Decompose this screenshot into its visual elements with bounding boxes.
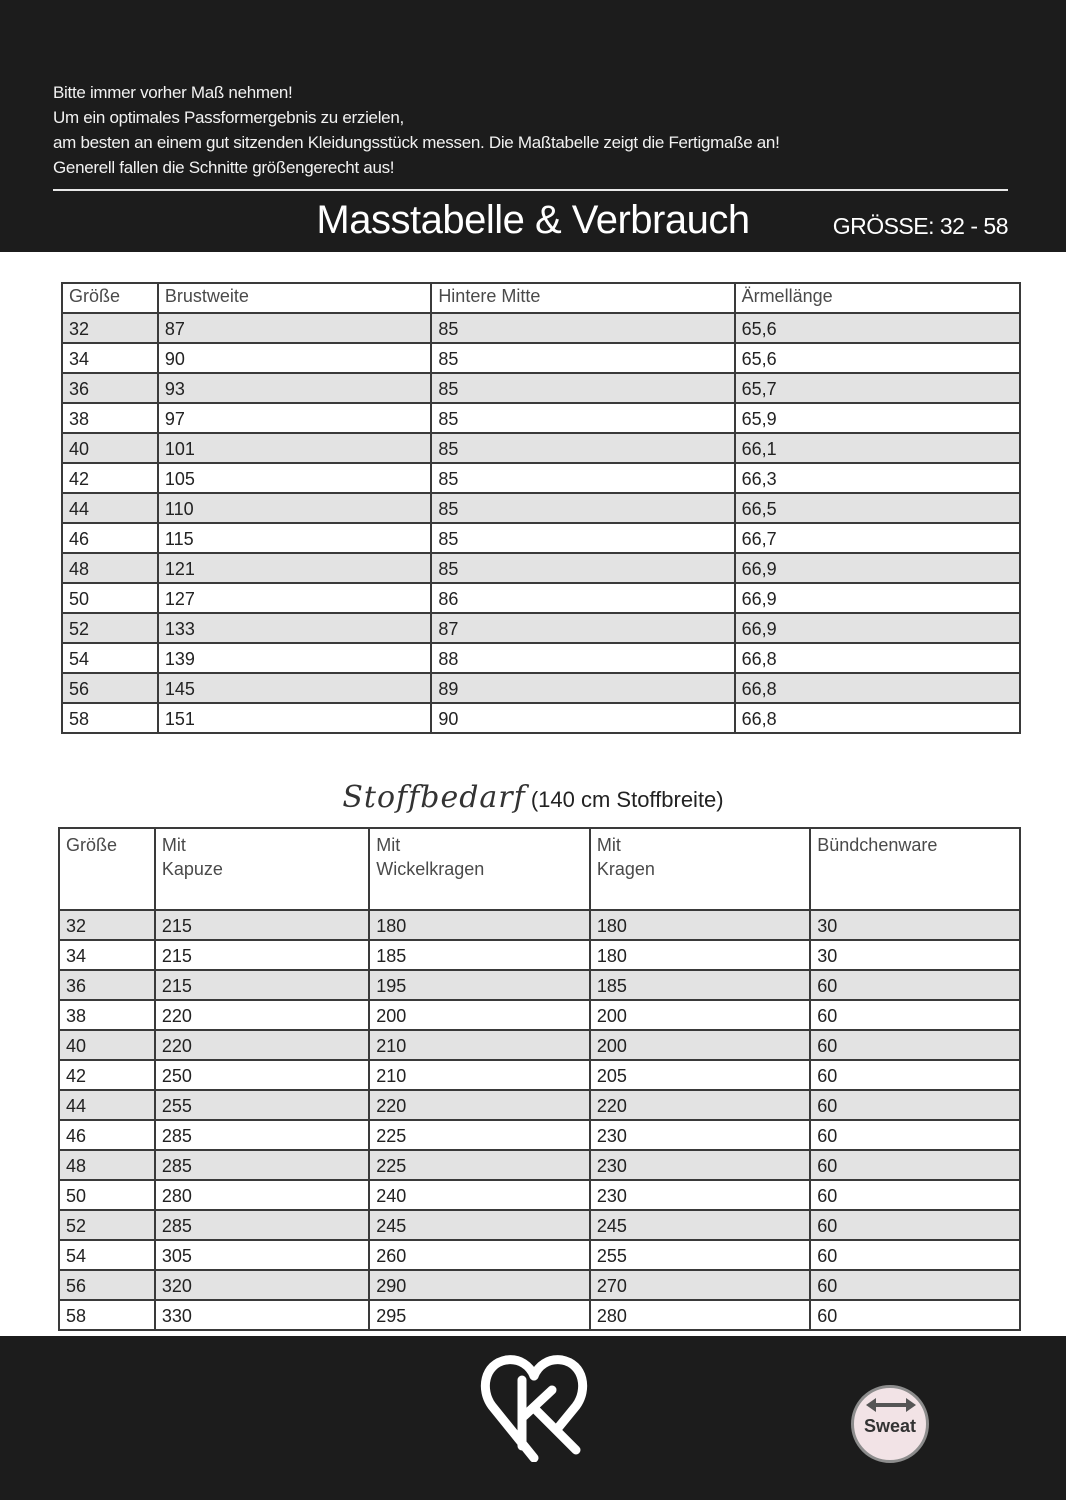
table-cell: 230 [590,1120,810,1150]
table-cell: 40 [62,433,158,463]
table-row [62,433,1020,463]
table-row [59,1150,1020,1180]
table-cell: 215 [155,910,369,940]
table-row [59,1120,1020,1150]
table-row [62,523,1020,553]
table-cell: 290 [369,1270,590,1300]
table-cell: 66,9 [735,553,1020,583]
table-cell: 46 [62,523,158,553]
table-cell: 36 [62,373,158,403]
table-cell: 65,7 [735,373,1020,403]
table-cell: 151 [158,703,431,733]
table-cell: 90 [431,703,734,733]
table-cell: 66,8 [735,673,1020,703]
intro-line: Bitte immer vorher Maß nehmen! [53,83,293,102]
table-cell: 285 [155,1120,369,1150]
column-header-line: Kragen [596,859,655,879]
table-row [62,463,1020,493]
table-cell: 220 [590,1090,810,1120]
sweat-fabric-badge [851,1385,929,1463]
table-cell: 66,1 [735,433,1020,463]
sweat-badge-label: Sweat [863,1416,917,1436]
intro-line: am besten an einem gut sitzenden Kleidungsstück messen. Die Maßtabelle zeigt die Fertigmaße an! [53,133,780,152]
column-header [590,828,810,910]
table-cell: 87 [158,313,431,343]
table-cell: 90 [158,343,431,373]
intro-line: Generell fallen die Schnitte größengerecht aus! [53,158,395,177]
table-row [59,1180,1020,1210]
table-cell: 145 [158,673,431,703]
column-header-line: Wickelkragen [376,859,485,879]
column-header [810,828,1020,910]
table-cell: 121 [158,553,431,583]
table-cell: 85 [431,403,734,433]
table-cell: 60 [810,1150,1020,1180]
table-cell: 180 [369,910,590,940]
table-cell: 85 [431,523,734,553]
table-row [62,373,1020,403]
table-cell: 97 [158,403,431,433]
column-header: Brustweite [158,283,431,313]
table-cell: 320 [155,1270,369,1300]
table-cell: 270 [590,1270,810,1300]
table-cell: 180 [590,910,810,940]
table-cell: 185 [590,970,810,1000]
table-cell: 285 [155,1210,369,1240]
fabric-requirement-table [58,827,1021,1331]
double-arrow-icon [866,1396,916,1414]
table-cell: 60 [810,1270,1020,1300]
table-cell: 105 [158,463,431,493]
table-cell: 50 [62,583,158,613]
table-cell: 85 [431,493,734,523]
table-cell: 255 [155,1090,369,1120]
table-cell: 215 [155,940,369,970]
table-cell: 66,7 [735,523,1020,553]
fabric-heading-script: Stoffbedarf [342,780,526,815]
table-row [62,493,1020,523]
table-cell: 60 [810,1060,1020,1090]
table-cell: 66,8 [735,643,1020,673]
table-cell: 54 [62,643,158,673]
table-row [59,1030,1020,1060]
table-cell: 30 [810,910,1020,940]
column-header-line: Mit [376,835,401,855]
table-cell: 200 [590,1030,810,1060]
table-cell: 330 [155,1300,369,1330]
table-row [62,343,1020,373]
header-band [0,0,1066,252]
table-row [59,940,1020,970]
table-cell: 85 [431,373,734,403]
table-cell: 60 [810,1000,1020,1030]
table-row [59,1300,1020,1330]
table-cell: 225 [369,1120,590,1150]
table-cell: 66,9 [735,583,1020,613]
table-cell: 65,9 [735,403,1020,433]
table-cell: 30 [810,940,1020,970]
column-header-line: Bündchenware [817,835,938,855]
table-row [62,583,1020,613]
table-cell: 305 [155,1240,369,1270]
table-cell: 85 [431,553,734,583]
size-range-label: GRÖSSE: 32 - 58 [832,213,1008,239]
table-cell: 38 [59,1000,155,1030]
table-row [59,1090,1020,1120]
table-row [59,970,1020,1000]
table-cell: 56 [59,1270,155,1300]
table-cell: 85 [431,433,734,463]
table-cell: 180 [590,940,810,970]
table-cell: 52 [59,1210,155,1240]
table-cell: 245 [590,1210,810,1240]
size-chart-table [61,282,1021,734]
table-cell: 66,3 [735,463,1020,493]
table-cell: 46 [59,1120,155,1150]
table-cell: 133 [158,613,431,643]
table-cell: 200 [369,1000,590,1030]
table-row [59,1060,1020,1090]
column-header-line: Größe [66,835,118,855]
table-cell: 230 [590,1180,810,1210]
table-cell: 54 [59,1240,155,1270]
table-cell: 220 [369,1090,590,1120]
table-cell: 40 [59,1030,155,1060]
table-row [62,673,1020,703]
column-header [369,828,590,910]
table-cell: 60 [810,1030,1020,1060]
table-cell: 280 [155,1180,369,1210]
table-row [62,313,1020,343]
table-cell: 85 [431,343,734,373]
table-cell: 60 [810,1300,1020,1330]
table-cell: 93 [158,373,431,403]
table-row [62,403,1020,433]
table-cell: 66,8 [735,703,1020,733]
table-cell: 245 [369,1210,590,1240]
table-cell: 195 [369,970,590,1000]
table-cell: 42 [59,1060,155,1090]
table-cell: 60 [810,1120,1020,1150]
table-cell: 60 [810,970,1020,1000]
table-cell: 220 [155,1000,369,1030]
intro-text [53,80,1013,180]
table-cell: 48 [62,553,158,583]
heart-k-logo-icon [478,1350,590,1462]
table-cell: 85 [431,463,734,493]
fabric-width-note: (140 cm Stoffbreite) [530,787,724,812]
intro-line: Um ein optimales Passformergebnis zu erzielen, [53,108,404,127]
table-cell: 139 [158,643,431,673]
table-cell: 56 [62,673,158,703]
table-cell: 250 [155,1060,369,1090]
table-row [59,1000,1020,1030]
table-cell: 60 [810,1180,1020,1210]
table-cell: 87 [431,613,734,643]
table-cell: 110 [158,493,431,523]
table-cell: 42 [62,463,158,493]
table-cell: 295 [369,1300,590,1330]
table-row [59,1270,1020,1300]
table-cell: 66,5 [735,493,1020,523]
table-cell: 215 [155,970,369,1000]
table-cell: 38 [62,403,158,433]
table-cell: 285 [155,1150,369,1180]
table-cell: 86 [431,583,734,613]
table-cell: 65,6 [735,343,1020,373]
table-cell: 240 [369,1180,590,1210]
table-cell: 205 [590,1060,810,1090]
table-cell: 34 [59,940,155,970]
table-cell: 50 [59,1180,155,1210]
table-cell: 210 [369,1060,590,1090]
table-cell: 58 [59,1300,155,1330]
table-cell: 260 [369,1240,590,1270]
table-cell: 85 [431,313,734,343]
fabric-heading [0,780,1066,815]
table-row [62,553,1020,583]
column-header-line: Mit [161,835,186,855]
table-cell: 280 [590,1300,810,1330]
table-cell: 220 [155,1030,369,1060]
column-header [59,828,155,910]
table-row [59,1210,1020,1240]
column-header-line: Kapuze [161,859,223,879]
table-cell: 101 [158,433,431,463]
table-cell: 34 [62,343,158,373]
table-cell: 66,9 [735,613,1020,643]
table-cell: 210 [369,1030,590,1060]
table-cell: 230 [590,1150,810,1180]
table-cell: 32 [62,313,158,343]
table-cell: 185 [369,940,590,970]
table-cell: 58 [62,703,158,733]
table-row [62,703,1020,733]
table-cell: 44 [62,493,158,523]
table-cell: 225 [369,1150,590,1180]
table-cell: 60 [810,1240,1020,1270]
column-header-line: Mit [596,835,621,855]
column-header: Hintere Mitte [431,283,734,313]
table-cell: 60 [810,1090,1020,1120]
table-row [59,1240,1020,1270]
column-header: Ärmellänge [735,283,1020,313]
table-cell: 52 [62,613,158,643]
table-row [62,613,1020,643]
table-cell: 60 [810,1210,1020,1240]
page-title: Masstabelle & Verbrauch [316,198,750,242]
table-row [59,910,1020,940]
table-cell: 65,6 [735,313,1020,343]
table-cell: 44 [59,1090,155,1120]
table-cell: 127 [158,583,431,613]
table-cell: 255 [590,1240,810,1270]
table-cell: 115 [158,523,431,553]
column-header: Größe [62,283,158,313]
table-row [62,643,1020,673]
table-cell: 32 [59,910,155,940]
header-divider [53,189,1008,191]
column-header [155,828,369,910]
table-cell: 88 [431,643,734,673]
table-cell: 200 [590,1000,810,1030]
table-cell: 36 [59,970,155,1000]
table-cell: 89 [431,673,734,703]
table-cell: 48 [59,1150,155,1180]
